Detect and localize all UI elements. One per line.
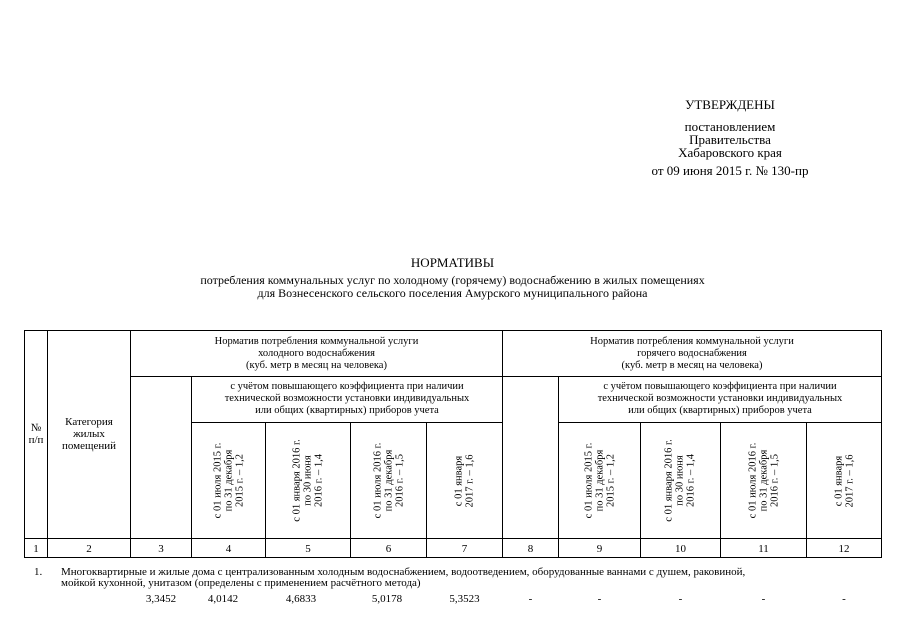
row-value: - (678, 593, 683, 605)
cold-header-line-1: Норматив потребления коммунальной услуги (214, 336, 419, 347)
row-description-line-1: Многоквартирные и жилые дома с централизованным холодным водоснабжением, водоотведением, оборудованные ваннами с душем, раковиной, (61, 566, 746, 578)
hot-period-4: с 01 января 2017 г. – 1,6 (833, 454, 855, 507)
column-number: 1 (33, 543, 39, 555)
cold-coef-line-3: или общих (квартирных) приборов учета (255, 405, 439, 416)
hot-header-line-3: (куб. метр в месяц на человека) (621, 360, 763, 371)
row-value: - (528, 593, 533, 605)
column-number: 7 (461, 543, 468, 555)
cold-period-3: с 01 июля 2016 г. по 31 декабря 2016 г. – 1,5 (372, 442, 405, 519)
col-number-header-1: № (30, 422, 42, 434)
column-number: 12 (838, 543, 850, 555)
column-number: 11 (758, 543, 769, 555)
hot-coef-line-2: технической возможности установки индивидуальных (597, 393, 843, 404)
document-title: НОРМАТИВЫ (410, 255, 495, 270)
col-category-header-2: жилых (73, 428, 105, 440)
document-subtitle-2: для Вознесенского сельского поселения Амурского муниципального района (257, 286, 648, 300)
col-category-header-1: Категория (65, 416, 113, 428)
column-number: 5 (305, 543, 311, 555)
col-number-header-2: п/п (28, 434, 44, 446)
row-index: 1. (34, 566, 43, 578)
column-number: 4 (225, 543, 232, 555)
column-number: 6 (385, 543, 392, 555)
cold-coef-line-2: технической возможности установки индивидуальных (224, 393, 470, 404)
hot-coef-line-1: с учётом повышающего коэффициента при наличии (603, 381, 837, 392)
document-subtitle-1: потребления коммунальных услуг по холодному (горячему) водоснабжению в жилых помещениях (200, 273, 705, 287)
cold-header-line-2: холодного водоснабжения (258, 348, 375, 359)
row-value: - (842, 593, 846, 605)
cold-header-line-3: (куб. метр в месяц на человека) (246, 360, 387, 371)
cold-period-2: с 01 января 2016 г. по 30 июня 2016 г. – 1,4 (291, 439, 325, 522)
row-value: - (597, 593, 602, 605)
column-number: 9 (596, 543, 603, 555)
hot-period-1: с 01 июля 2015 г. по 31 декабря 2015 г. – 1,2 (583, 442, 616, 519)
row-description-line-2: мойкой кухонной, унитазом (определены с применением расчётного метода) (61, 577, 421, 589)
approval-line-1: постановлением (684, 119, 776, 134)
row-value: 4,0142 (207, 593, 239, 605)
row-value: 5,3523 (449, 593, 480, 605)
hot-coef-line-3: или общих (квартирных) приборов учета (628, 405, 812, 416)
hot-header-line-1: Норматив потребления коммунальной услуги (590, 336, 794, 347)
approval-line-3: Хабаровского края (678, 145, 782, 160)
approval-line-4: от 09 июня 2015 г. № 130-пр (651, 163, 809, 178)
hot-period-2: с 01 января 2016 г. по 30 июня 2016 г. – 1,4 (664, 439, 698, 522)
cold-period-4: с 01 января 2017 г. – 1,6 (453, 454, 476, 507)
row-value: 4,6833 (285, 593, 317, 605)
column-number: 10 (675, 543, 686, 555)
hot-period-3: с 01 июля 2016 г. по 31 декабря 2016 г. – 1,5 (747, 442, 780, 519)
column-number: 8 (527, 543, 534, 555)
col-category-header-3: помещений (61, 440, 117, 452)
cold-period-1: с 01 июля 2015 г. по 31 декабря 2015 г. – 1,2 (212, 442, 245, 519)
approval-title: УТВЕРЖДЕНЫ (685, 97, 775, 112)
row-value: 5,0178 (371, 593, 403, 605)
cold-coef-line-1: с учётом повышающего коэффициента при наличии (230, 381, 464, 392)
row-value: - (761, 593, 766, 605)
row-value: 3,3452 (145, 593, 177, 605)
column-number: 3 (158, 543, 164, 555)
column-number: 2 (86, 543, 92, 555)
hot-header-line-2: горячего водоснабжения (637, 348, 747, 359)
approval-line-2: Правительства (689, 132, 771, 147)
